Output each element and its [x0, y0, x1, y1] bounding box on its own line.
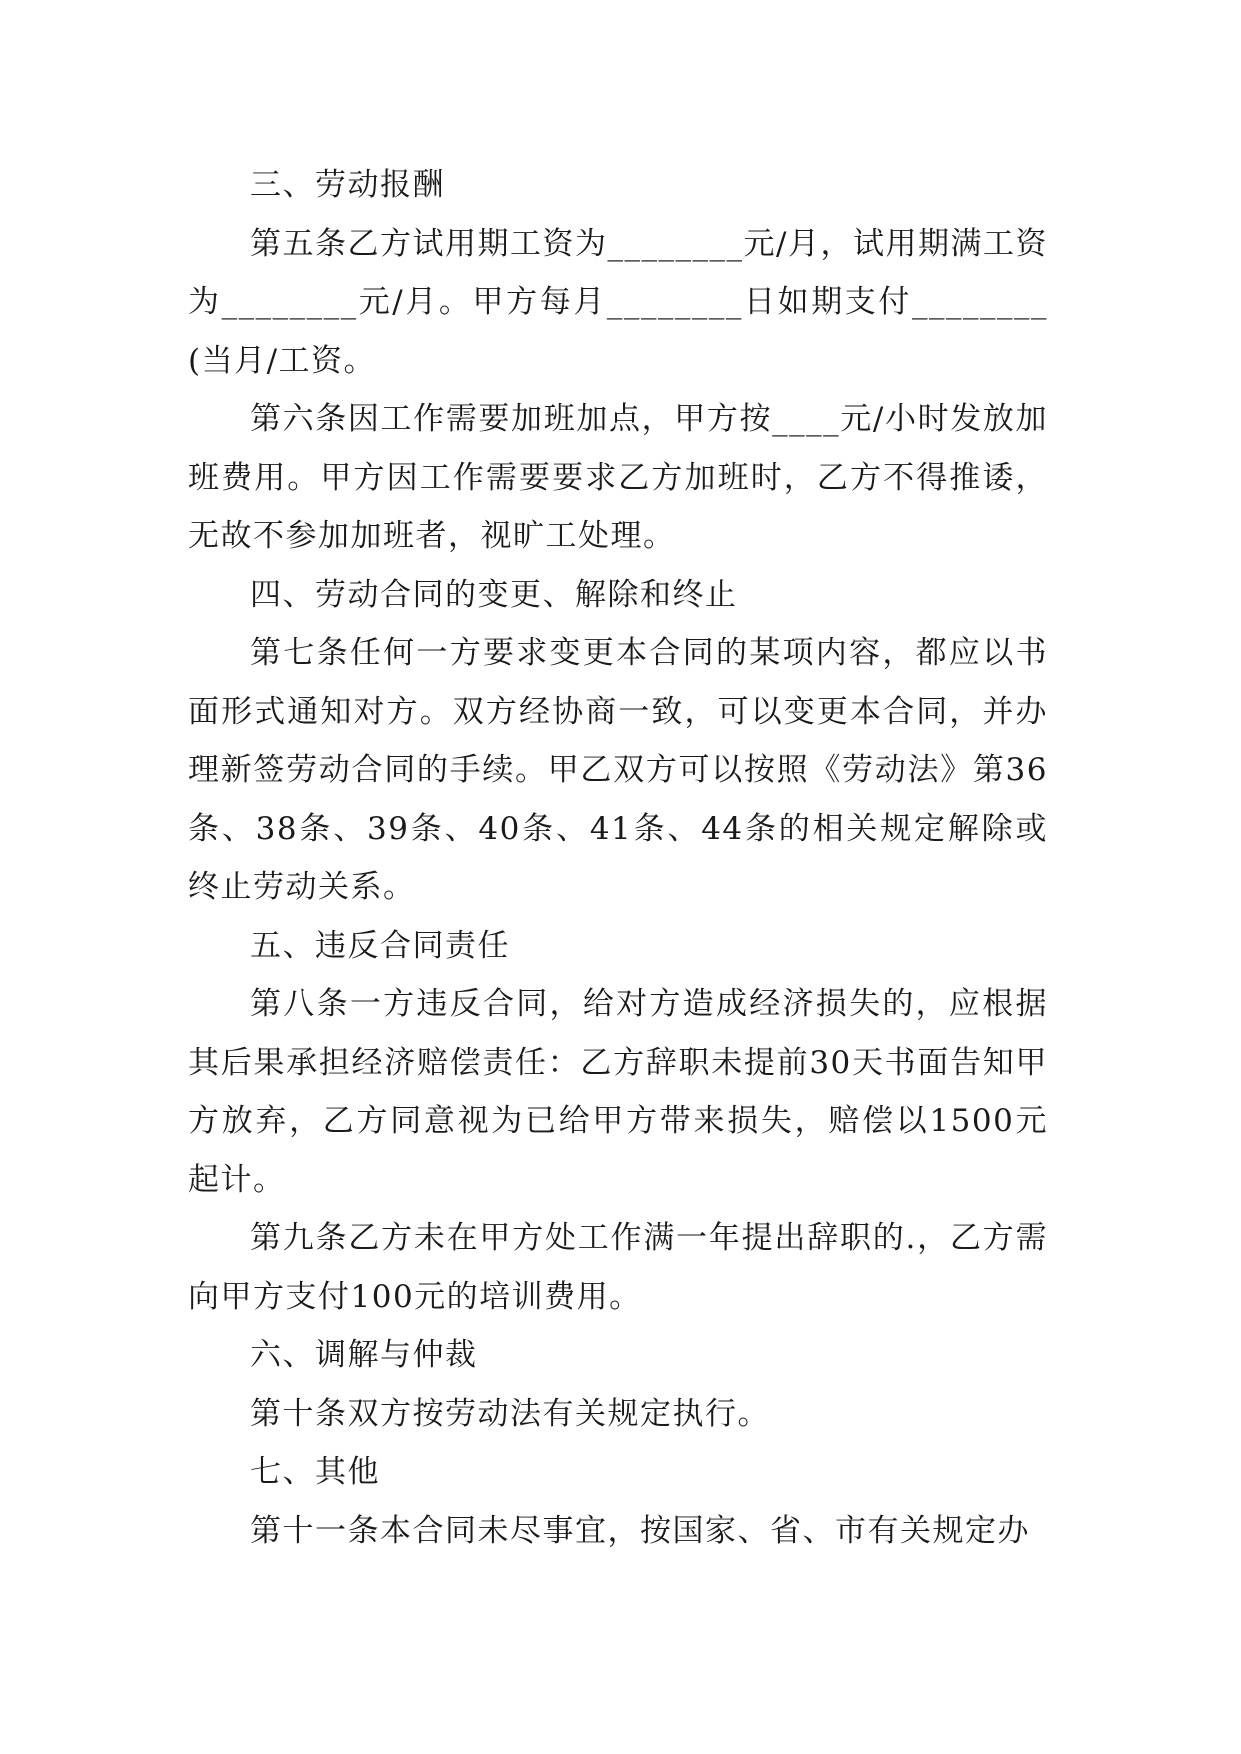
section-heading-labor-pay: 三、劳动报酬	[250, 167, 445, 203]
article-6-paragraph: 第六条因工作需要加班加点，甲方按____元/小时发放加班费用。甲方因工作需要要求乙方加班时，乙方不得推诿，无故不参加加班者，视旷工处理。	[188, 401, 1048, 554]
article-10-paragraph: 第十条双方按劳动法有关规定执行。	[250, 1395, 770, 1432]
document-body	[188, 156, 1048, 1560]
article-9-paragraph: 第九条乙方未在甲方处工作满一年提出辞职的.，乙方需向甲方支付100元的培训费用。	[188, 1220, 1048, 1315]
article-5-paragraph: 第五条乙方试用期工资为________元/月，试用期满工资为________元/月。甲方每月________日如期支付________(当月/工资。	[188, 225, 1048, 379]
article-11-paragraph: 第十一条本合同未尽事宜，按国家、省、市有关规定办	[250, 1512, 1030, 1549]
section-heading-other: 七、其他	[250, 1454, 380, 1490]
section-heading-mediation-arbitration: 六、调解与仲裁	[250, 1337, 478, 1373]
section-heading-contract-change: 四、劳动合同的变更、解除和终止	[250, 576, 738, 613]
article-8-paragraph: 第八条一方违反合同，给对方造成经济损失的，应根据其后果承担经济赔偿责任：乙方辞职未提前30天书面告知甲方放弃，乙方同意视为已给甲方带来损失，赔偿以1500元起计。	[188, 986, 1048, 1198]
article-7-paragraph: 第七条任何一方要求变更本合同的某项内容，都应以书面形式通知对方。双方经协商一致，可以变更本合同，并办理新签劳动合同的手续。甲乙双方可以按照《劳动法》第36条、38条、39条、40条、41条、44条的相关规定解除或终止劳动关系。	[188, 635, 1048, 905]
section-heading-breach-liability: 五、违反合同责任	[250, 927, 510, 964]
